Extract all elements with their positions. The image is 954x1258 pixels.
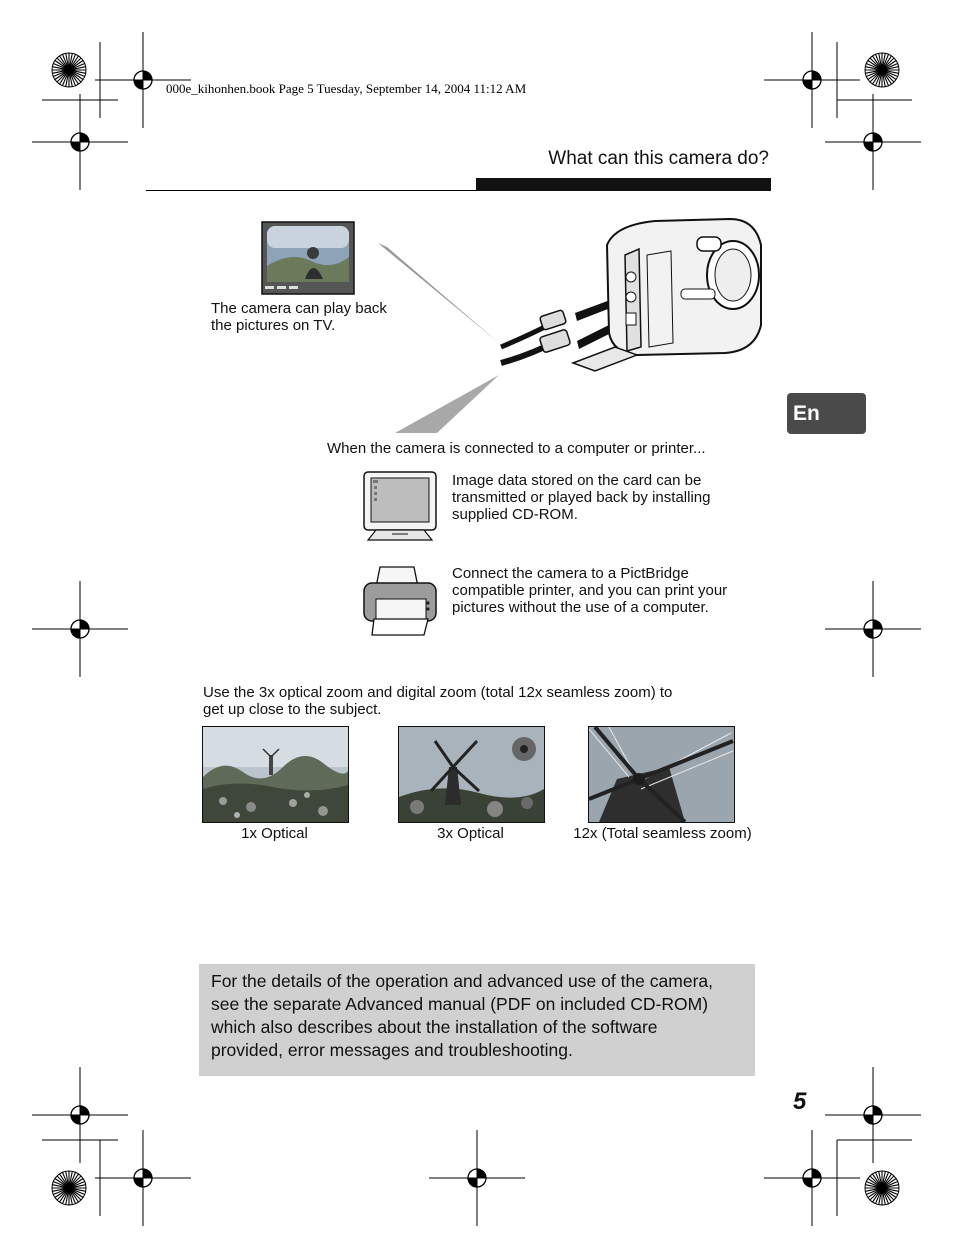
advanced-manual-note [199, 964, 755, 1076]
language-tab: En [787, 393, 866, 434]
connection-intro: When the camera is connected to a computer or printer... [327, 440, 706, 457]
photo-12x-zoom [588, 726, 735, 823]
computer-caption-line: Image data stored on the card can be [452, 472, 702, 489]
note-line: see the separate Advanced manual (PDF on included CD-ROM) [211, 994, 709, 1014]
computer-caption-line: supplied CD-ROM. [452, 506, 578, 523]
zoom-intro [203, 684, 672, 718]
computer-caption [452, 472, 710, 523]
page-number: 5 [793, 1088, 807, 1115]
printer-caption-line: Connect the camera to a PictBridge [452, 565, 689, 582]
printer-caption-line: pictures without the use of a computer. [452, 599, 709, 616]
printer-caption [452, 565, 727, 616]
book-info-header: 000e_kihonhen.book Page 5 Tuesday, September 14, 2004 11:12 AM [166, 81, 527, 96]
zoom-intro-line: get up close to the subject. [203, 701, 382, 718]
photo-caption-1x: 1x Optical [241, 825, 308, 842]
tv-caption [211, 300, 387, 334]
title-rule [146, 190, 476, 191]
printer-icon [362, 563, 438, 637]
photo-caption-12x: 12x (Total seamless zoom) [573, 825, 752, 842]
tv-caption-line: the pictures on TV. [211, 317, 336, 334]
photo-3x-optical [398, 726, 545, 823]
photo-1x-optical [202, 726, 349, 823]
note-line: which also describes about the installation of the software [211, 1017, 658, 1037]
computer-monitor-icon [362, 470, 438, 544]
computer-caption-line: transmitted or played back by installing [452, 489, 711, 506]
camera-connection-illustration [375, 215, 775, 437]
photo-caption-3x: 3x Optical [437, 825, 504, 842]
tv-caption-line: The camera can play back [211, 300, 387, 317]
zoom-intro-line: Use the 3x optical zoom and digital zoom (total 12x seamless zoom) to [203, 684, 673, 701]
note-line: For the details of the operation and advanced use of the camera, [211, 971, 713, 991]
note-line: provided, error messages and troubleshooting. [211, 1040, 573, 1060]
page-title: What can this camera do? [548, 148, 769, 169]
title-rule-bar [476, 178, 771, 191]
tv-icon [261, 221, 355, 295]
printer-caption-line: compatible printer, and you can print your [452, 582, 728, 599]
